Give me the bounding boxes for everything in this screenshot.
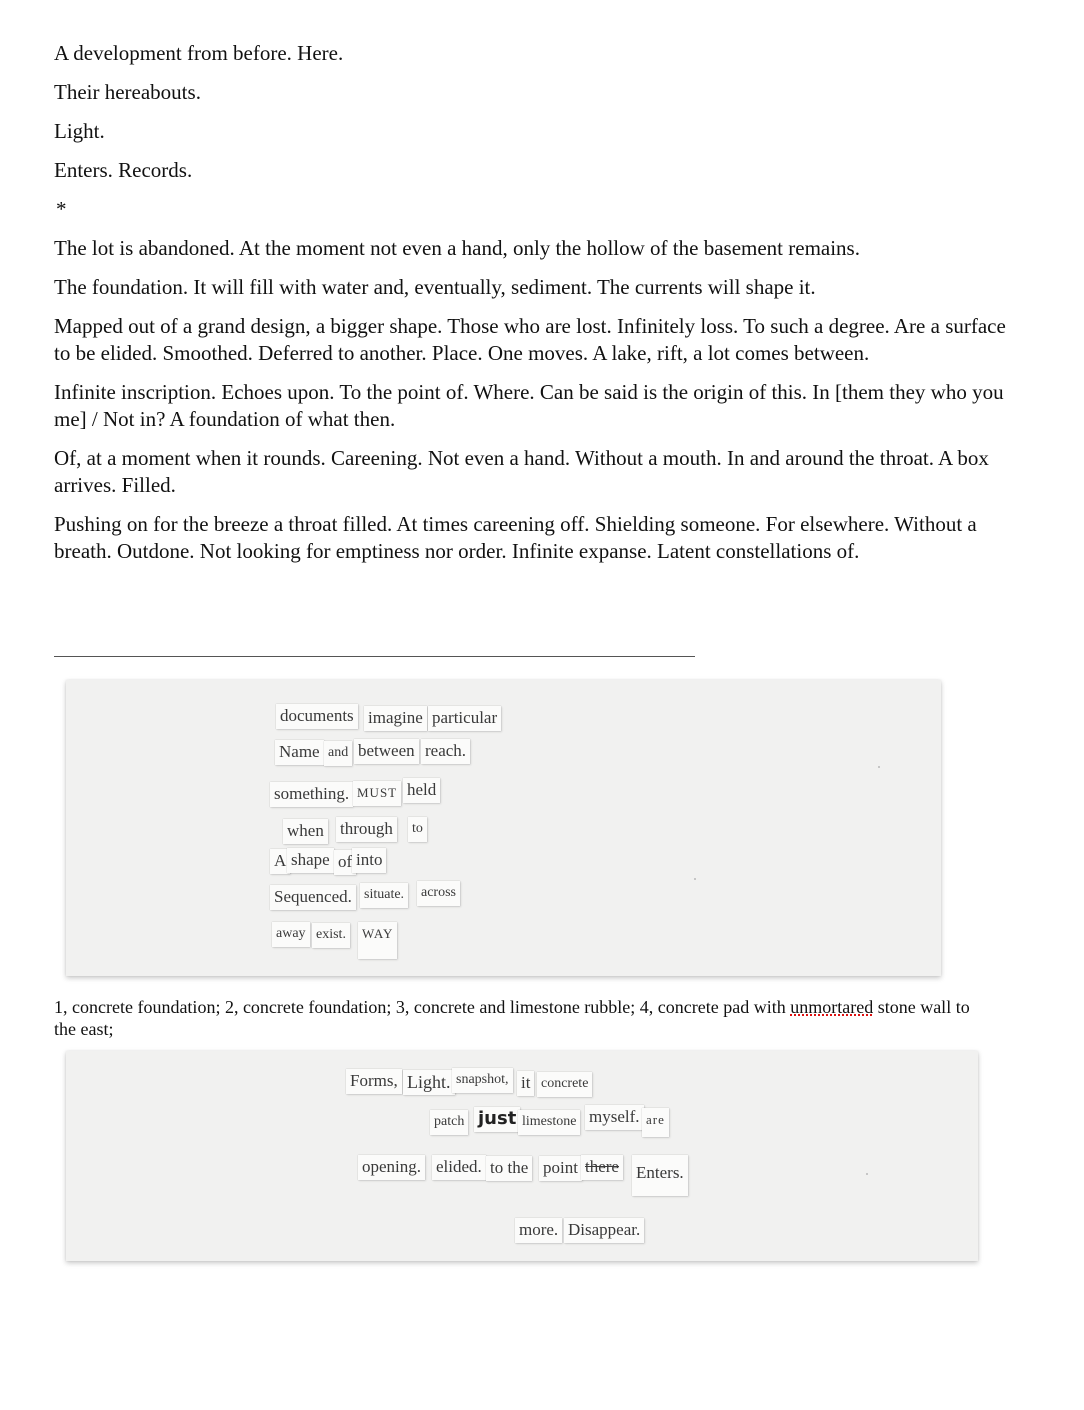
word-slip: particular	[428, 706, 501, 731]
word-slip: elided.	[432, 1155, 486, 1180]
word-slip: across	[417, 881, 460, 906]
word-slip: into	[352, 848, 386, 873]
word-slip: patch	[430, 1110, 468, 1135]
word-slip: more.	[515, 1218, 562, 1243]
word-slip: WAY	[358, 922, 397, 959]
paragraph: Infinite inscription. Echoes upon. To the point of. Where. Can be said is the origin of this. In [them they who you me] / Not in? A foundation of what then.	[54, 380, 1004, 431]
word-slip: Disappear.	[564, 1218, 644, 1243]
intro-line: A development from before. Here.	[54, 41, 344, 65]
word-slip: Forms,	[346, 1069, 402, 1094]
caption-text: 1, concrete foundation; 2, concrete foundation; 3, concrete and limestone rubble; 4, concrete pad with	[54, 997, 791, 1017]
spellcheck-flagged-word[interactable]: unmortared	[790, 997, 874, 1017]
word-slip: situate.	[360, 883, 408, 908]
intro-line: Light.	[54, 119, 105, 143]
word-slip: when	[283, 819, 328, 844]
word-slip: MUST	[353, 781, 401, 806]
word-slip: limestone	[518, 1110, 580, 1135]
word-slip: snapshot,	[452, 1068, 513, 1093]
word-collage-image	[66, 1051, 978, 1261]
word-slip: there	[581, 1155, 623, 1180]
paper-speck	[866, 1173, 868, 1175]
word-slip: A	[270, 849, 290, 874]
word-slip: reach.	[421, 739, 470, 764]
word-slip: of	[334, 850, 356, 875]
word-collage-image	[66, 680, 941, 976]
word-slip: Enters.	[632, 1155, 688, 1196]
section-separator: *	[56, 197, 67, 221]
site-caption	[54, 996, 984, 1040]
intro-line: Enters. Records.	[54, 158, 193, 182]
word-slip: and	[324, 741, 352, 766]
word-slip: to the	[486, 1156, 532, 1181]
word-slip: shape	[287, 848, 334, 873]
paragraph: Pushing on for the breeze a throat filled. At times careening off. Shielding someone. For elsewhere. Without a breath. Outdone. Not looking for emptiness nor order. Infinite expanse. Latent constellations of.	[54, 512, 977, 563]
word-slip: between	[354, 739, 419, 764]
word-slip: held	[403, 778, 440, 803]
word-slip: imagine	[364, 706, 427, 731]
paper-speck	[878, 766, 880, 768]
word-slip: documents	[276, 704, 358, 729]
word-slip: just	[474, 1107, 520, 1132]
word-slip: Name	[275, 740, 324, 765]
word-slip: it	[517, 1071, 534, 1096]
paragraph: Of, at a moment when it rounds. Careening. Not even a hand. Without a mouth. In and around the throat. A box arrives. Filled.	[54, 446, 989, 497]
word-slip: myself.	[585, 1105, 644, 1130]
poem-text	[54, 40, 1014, 577]
word-slip: to	[408, 817, 427, 842]
word-slip: opening.	[358, 1155, 425, 1180]
word-slip: are	[642, 1108, 669, 1137]
word-slip: concrete	[537, 1072, 592, 1097]
word-slip: exist.	[312, 923, 350, 948]
word-slip: away	[272, 922, 310, 947]
paper-speck	[694, 878, 696, 880]
horizontal-rule	[54, 656, 695, 657]
paragraph: The lot is abandoned. At the moment not even a hand, only the hollow of the basement remains.	[54, 236, 860, 260]
caption-text: stone wall to the east;	[54, 997, 970, 1039]
word-slip: Light.	[403, 1070, 455, 1095]
paragraph: Mapped out of a grand design, a bigger shape. Those who are lost. Infinitely loss. To such a degree. Are a surface to be elided. Smoothed. Deferred to another. Place. One moves. A lake, rift, a lot comes between.	[54, 314, 1006, 365]
paragraph: The foundation. It will fill with water and, eventually, sediment. The currents will shape it.	[54, 275, 816, 299]
intro-line: Their hereabouts.	[54, 80, 201, 104]
word-slip: something.	[270, 782, 353, 807]
word-slip: point	[539, 1156, 582, 1181]
word-slip: Sequenced.	[270, 885, 356, 910]
word-slip: through	[336, 817, 397, 842]
